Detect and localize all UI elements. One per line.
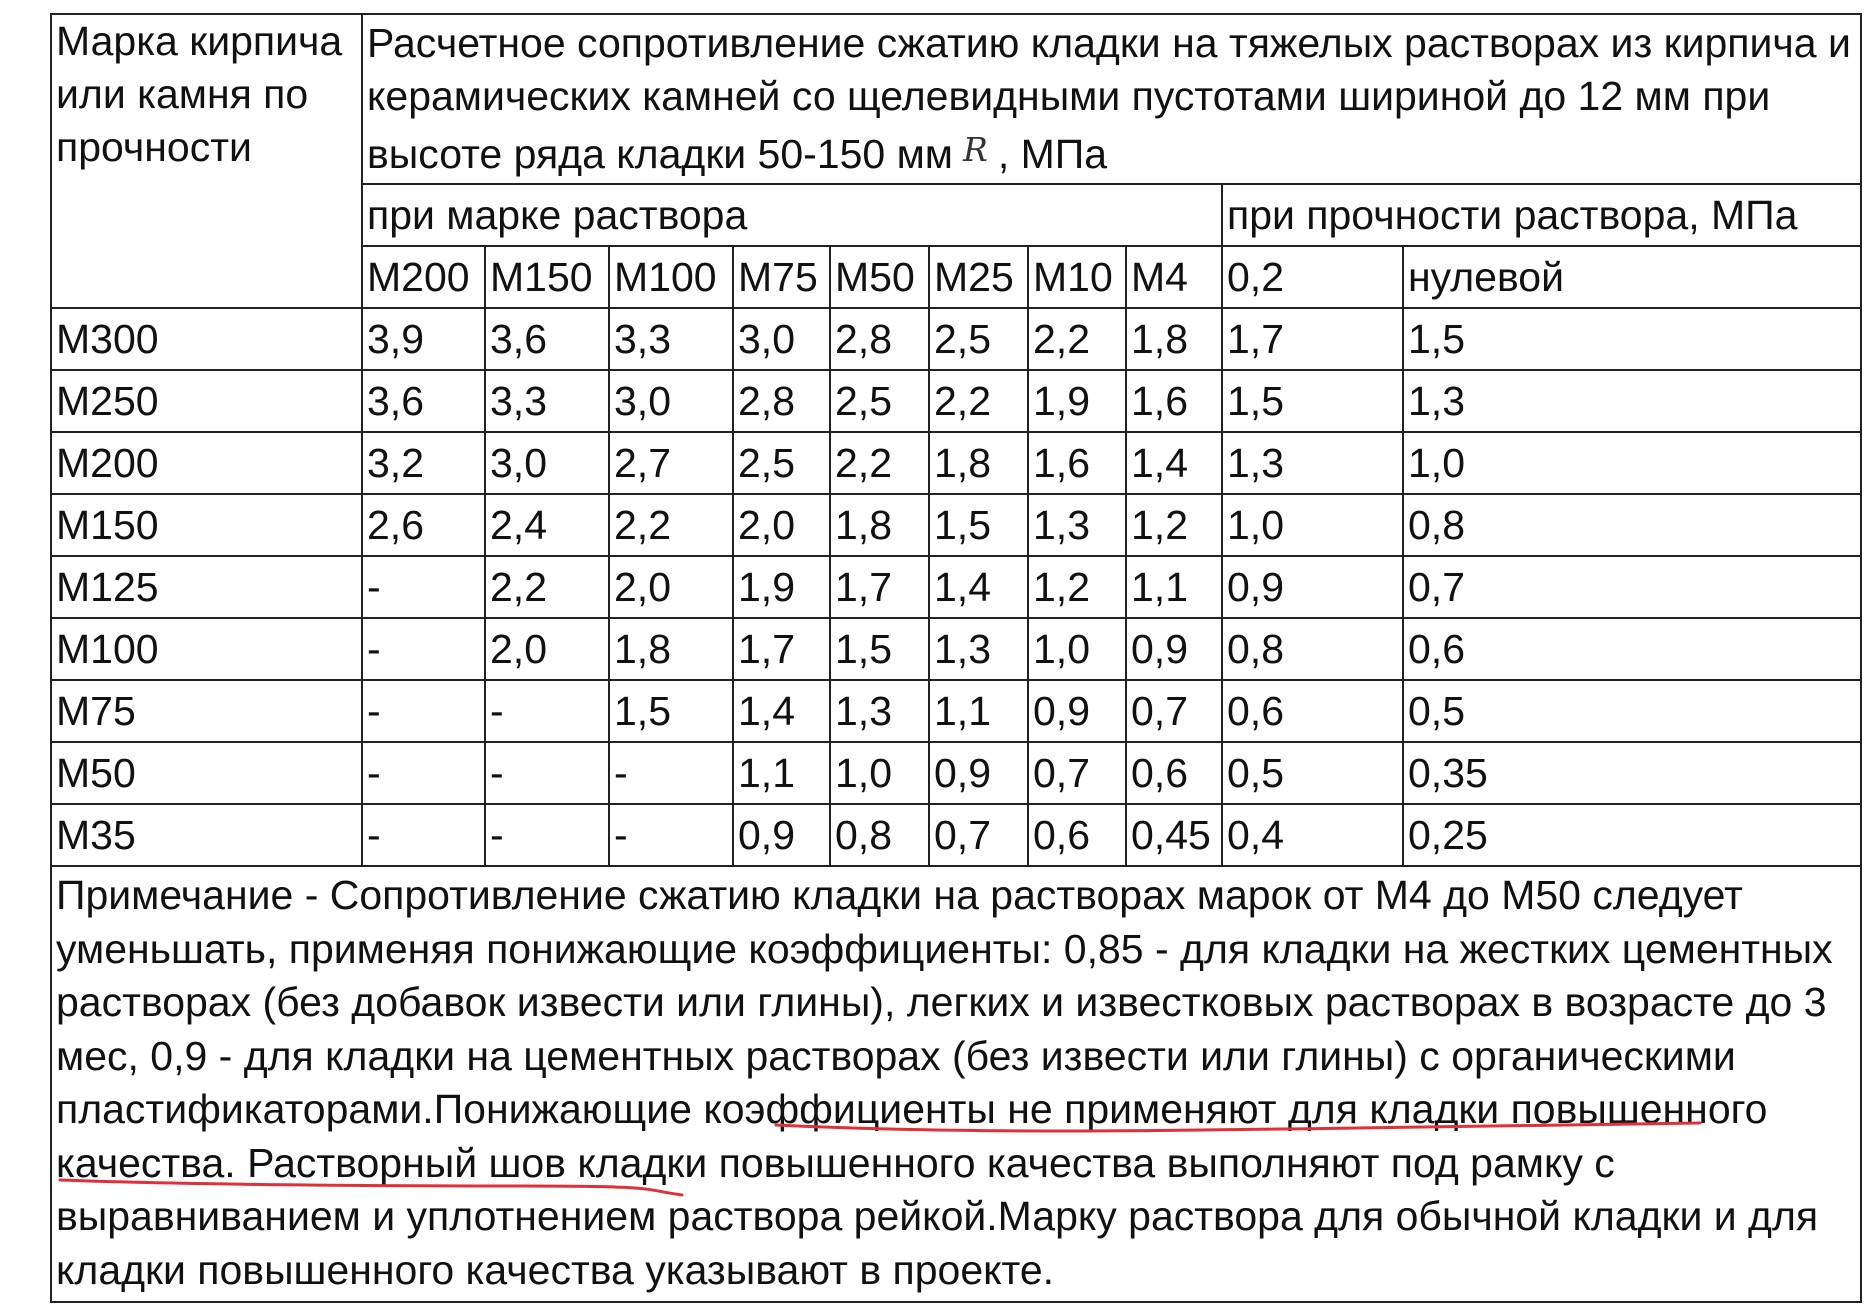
value-cell: - [485, 742, 609, 804]
value-cell: 1,9 [733, 556, 830, 618]
brick-grade-cell: М150 [51, 494, 362, 556]
value-cell: 1,8 [929, 432, 1028, 494]
brick-grade-cell: М75 [51, 680, 362, 742]
value-cell: 1,7 [830, 556, 929, 618]
table-row [51, 432, 1861, 494]
value-cell: 1,5 [1403, 308, 1861, 370]
value-cell: 2,0 [485, 618, 609, 680]
table-row [51, 804, 1861, 866]
value-cell: 0,25 [1403, 804, 1861, 866]
value-cell: 0,8 [830, 804, 929, 866]
value-cell: 0,45 [1126, 804, 1222, 866]
table-row [51, 742, 1861, 804]
value-cell: 1,7 [1222, 308, 1403, 370]
value-cell: 2,5 [830, 370, 929, 432]
value-cell: 0,6 [1028, 804, 1126, 866]
brick-grade-label: Марка кирпича или камня по прочности [56, 18, 343, 170]
value-cell: 3,3 [609, 308, 733, 370]
brick-grade-cell: М250 [51, 370, 362, 432]
value-cell: 2,5 [929, 308, 1028, 370]
value-cell: - [362, 742, 485, 804]
brick-grade-cell: М200 [51, 432, 362, 494]
value-cell: 0,7 [929, 804, 1028, 866]
value-cell: - [362, 556, 485, 618]
value-cell: 0,9 [733, 804, 830, 866]
value-cell: 1,3 [1222, 432, 1403, 494]
brick-grade-header [51, 14, 362, 308]
value-cell: 1,0 [1222, 494, 1403, 556]
value-cell: 1,3 [1028, 494, 1126, 556]
brick-grade-cell: М300 [51, 308, 362, 370]
value-cell: 0,7 [1028, 742, 1126, 804]
value-cell: 0,8 [1403, 494, 1861, 556]
value-cell: 3,6 [485, 308, 609, 370]
value-cell: 0,8 [1222, 618, 1403, 680]
brick-grade-cell: М35 [51, 804, 362, 866]
value-cell: 0,9 [1028, 680, 1126, 742]
column-header: М100 [609, 246, 733, 308]
value-cell: 0,9 [1222, 556, 1403, 618]
value-cell: 1,5 [830, 618, 929, 680]
value-cell: 1,3 [929, 618, 1028, 680]
column-header: М25 [929, 246, 1028, 308]
note-text-continued: Растворный шов кладки повышенного качества выполняют под рамку с выравниванием и уплотнением раствора рейкой.Марку раствора для обычной кладки и для кладки повышенного качества указывают в проекте. [56, 1139, 1819, 1293]
value-cell: 0,5 [1222, 742, 1403, 804]
value-cell: 2,5 [733, 432, 830, 494]
value-cell: 0,7 [1126, 680, 1222, 742]
value-cell: 3,0 [609, 370, 733, 432]
table-title-text: Расчетное сопротивление сжатию кладки на тяжелых растворах из кирпича и керамических камней со щелевидными пустотами шириной до 12 мм при высоте ряда кладки 50-150 мм [367, 20, 1851, 177]
value-cell: - [609, 742, 733, 804]
value-cell: 2,2 [609, 494, 733, 556]
value-cell: 0,6 [1403, 618, 1861, 680]
value-cell: 0,6 [1222, 680, 1403, 742]
value-cell: 1,5 [609, 680, 733, 742]
value-cell: 1,3 [830, 680, 929, 742]
value-cell: 1,0 [1403, 432, 1861, 494]
value-cell: - [362, 680, 485, 742]
note-row [51, 866, 1861, 1302]
column-header: М4 [1126, 246, 1222, 308]
column-header: М200 [362, 246, 485, 308]
value-cell: 1,0 [1028, 618, 1126, 680]
table-row [51, 618, 1861, 680]
value-cell: 2,0 [733, 494, 830, 556]
table-title [362, 14, 1861, 184]
value-cell: - [362, 804, 485, 866]
brick-grade-cell: М125 [51, 556, 362, 618]
column-header: М10 [1028, 246, 1126, 308]
table-note [51, 866, 1861, 1302]
value-cell: 0,4 [1222, 804, 1403, 866]
value-cell: 1,2 [1028, 556, 1126, 618]
value-cell: 2,7 [609, 432, 733, 494]
value-cell: 1,0 [830, 742, 929, 804]
value-cell: 1,1 [929, 680, 1028, 742]
value-cell: 3,0 [485, 432, 609, 494]
value-cell: 0,9 [929, 742, 1028, 804]
value-cell: 3,2 [362, 432, 485, 494]
value-cell: 2,4 [485, 494, 609, 556]
value-cell: 1,9 [1028, 370, 1126, 432]
value-cell: 1,1 [1126, 556, 1222, 618]
value-cell: - [362, 618, 485, 680]
value-cell: 1,3 [1403, 370, 1861, 432]
value-cell: 2,2 [929, 370, 1028, 432]
value-cell: 3,9 [362, 308, 485, 370]
note-underlined-text: Понижающие коэффициенты не применяют для кладки повышенного качества. [56, 1086, 1768, 1186]
value-cell: 3,0 [733, 308, 830, 370]
note-text: Примечание - Сопротивление сжатию кладки на растворах марок от М4 до М50 следует уменьшать, применяя понижающие коэффициенты: 0,85 - для кладки на жестких цементных растворах (без добавок извести или глины), легких и известковых растворах в возрасте до 3 мес, 0,9 - для кладки на цементных растворах (без извести или глины) с органическими пластификаторами. [56, 872, 1833, 1132]
value-cell: 2,2 [1028, 308, 1126, 370]
value-cell: 2,2 [830, 432, 929, 494]
table-row [51, 370, 1861, 432]
table-title-unit: , МПа [997, 131, 1108, 177]
value-cell: 3,3 [485, 370, 609, 432]
mortar-strength-group-header: при прочности раствора, МПа [1222, 184, 1861, 246]
value-cell: 2,8 [733, 370, 830, 432]
value-cell: 1,4 [929, 556, 1028, 618]
value-cell: 1,8 [1126, 308, 1222, 370]
value-cell: - [609, 804, 733, 866]
value-cell: 0,5 [1403, 680, 1861, 742]
brick-grade-cell: М50 [51, 742, 362, 804]
value-cell: - [485, 804, 609, 866]
value-cell: 1,8 [609, 618, 733, 680]
table-body [51, 308, 1861, 866]
table-row [51, 680, 1861, 742]
table-row [51, 308, 1861, 370]
value-cell: 1,2 [1126, 494, 1222, 556]
table-row [51, 556, 1861, 618]
value-cell: 1,8 [830, 494, 929, 556]
value-cell: 0,35 [1403, 742, 1861, 804]
column-header: М75 [733, 246, 830, 308]
value-cell: 0,9 [1126, 618, 1222, 680]
value-cell: 1,4 [1126, 432, 1222, 494]
r-symbol: R [963, 130, 988, 169]
value-cell: 1,5 [1222, 370, 1403, 432]
table-row [51, 494, 1861, 556]
value-cell: 2,0 [609, 556, 733, 618]
value-cell: 1,1 [733, 742, 830, 804]
mortar-grade-group-header: при марке раствора [362, 184, 1222, 246]
value-cell: 1,6 [1126, 370, 1222, 432]
value-cell: 0,6 [1126, 742, 1222, 804]
masonry-strength-table [50, 13, 1862, 1303]
value-cell: 1,6 [1028, 432, 1126, 494]
header-title-row [51, 14, 1861, 184]
column-header: 0,2 [1222, 246, 1403, 308]
value-cell: 2,8 [830, 308, 929, 370]
value-cell: 1,5 [929, 494, 1028, 556]
value-cell: 0,7 [1403, 556, 1861, 618]
value-cell: 2,2 [485, 556, 609, 618]
value-cell: 2,6 [362, 494, 485, 556]
value-cell: - [485, 680, 609, 742]
value-cell: 1,7 [733, 618, 830, 680]
column-header: М150 [485, 246, 609, 308]
column-header: нулевой [1403, 246, 1861, 308]
brick-grade-cell: М100 [51, 618, 362, 680]
value-cell: 3,6 [362, 370, 485, 432]
column-header: М50 [830, 246, 929, 308]
value-cell: 1,4 [733, 680, 830, 742]
